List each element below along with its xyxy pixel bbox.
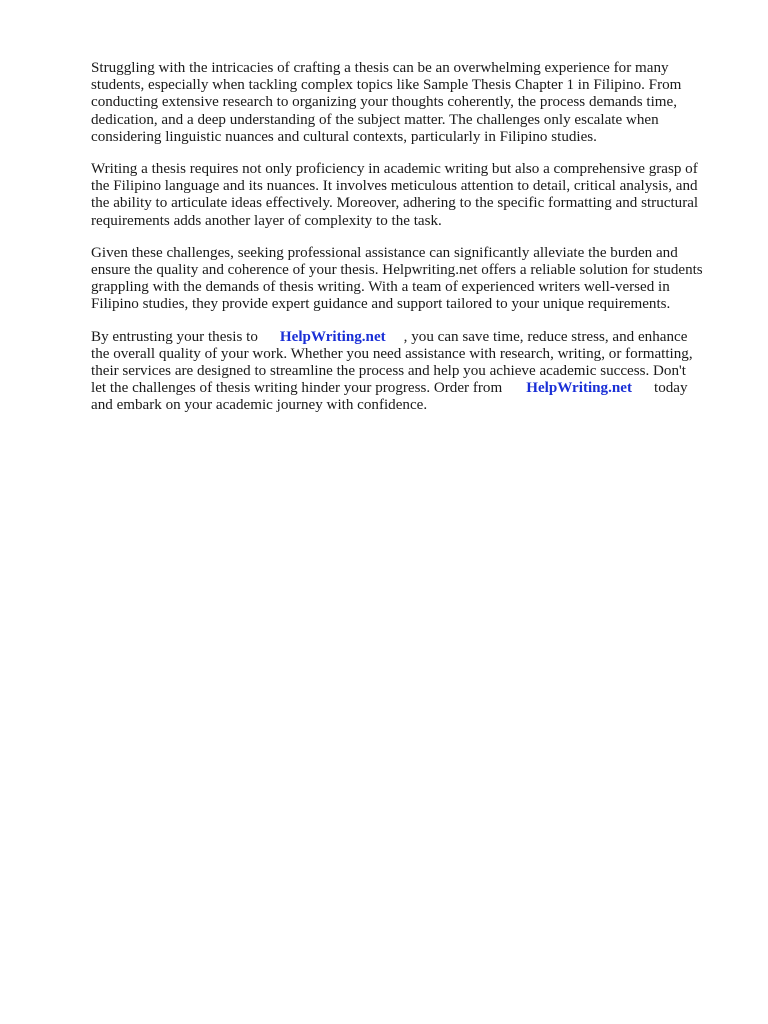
paragraph-closing (91, 329, 731, 415)
text-line: the Filipino language and its nuances. It involves meticulous attention to detail, critical analysis, and (91, 178, 698, 195)
closing-today-text: today (654, 380, 688, 397)
text-line: Writing a thesis requires not only proficiency in academic writing but also a comprehensive grasp of (91, 161, 698, 178)
text-line: the ability to articulate ideas effectively. Moreover, adhering to the specific formatting and structural (91, 195, 699, 212)
closing-text-continue: , you can save time, reduce stress, and enhance (403, 328, 688, 345)
closing-text-start: By entrusting your thesis to (91, 328, 258, 345)
text-line: their services are designed to streamline the process and help you achieve academic success. Don't (91, 363, 686, 380)
paragraph-requirements (91, 161, 731, 230)
text-line: Struggling with the intricacies of crafting a thesis can be an overwhelming experience for many (91, 60, 669, 76)
text-line: and embark on your academic journey with confidence. (91, 397, 428, 414)
text-line: ensure the quality and coherence of your thesis. Helpwriting.net offers a reliable solution for students (91, 262, 703, 279)
paragraph-intro (91, 60, 731, 146)
text-line (91, 380, 731, 397)
text-line: requirements adds another layer of complexity to the task. (91, 212, 442, 229)
text-line: dedication, and a deep understanding of the subject matter. The challenges only escalate when (91, 111, 659, 128)
closing-order-text: let the challenges of thesis writing hinder your progress. Order from (91, 380, 503, 397)
document-page (91, 60, 731, 430)
text-line: students, especially when tackling complex topics like Sample Thesis Chapter 1 in Filipino. From (91, 77, 682, 94)
text-line: grappling with the demands of thesis writing. With a team of experienced writers well-versed in (91, 279, 670, 296)
text-line: Filipino studies, they provide expert guidance and support tailored to your unique requirements. (91, 296, 671, 313)
helpwriting-link-1[interactable]: HelpWriting.net (279, 328, 386, 345)
text-line: conducting extensive research to organizing your thoughts coherently, the process demands time, (91, 94, 677, 111)
text-line (91, 329, 731, 346)
text-line: Given these challenges, seeking professional assistance can significantly alleviate the burden and (91, 244, 678, 261)
helpwriting-link-2[interactable]: HelpWriting.net (526, 380, 632, 397)
paragraph-assistance (91, 245, 731, 314)
text-line: the overall quality of your work. Whether you need assistance with research, writing, or formatting, (91, 345, 693, 362)
text-line: considering linguistic nuances and cultural contexts, particularly in Filipino studies. (91, 128, 597, 145)
